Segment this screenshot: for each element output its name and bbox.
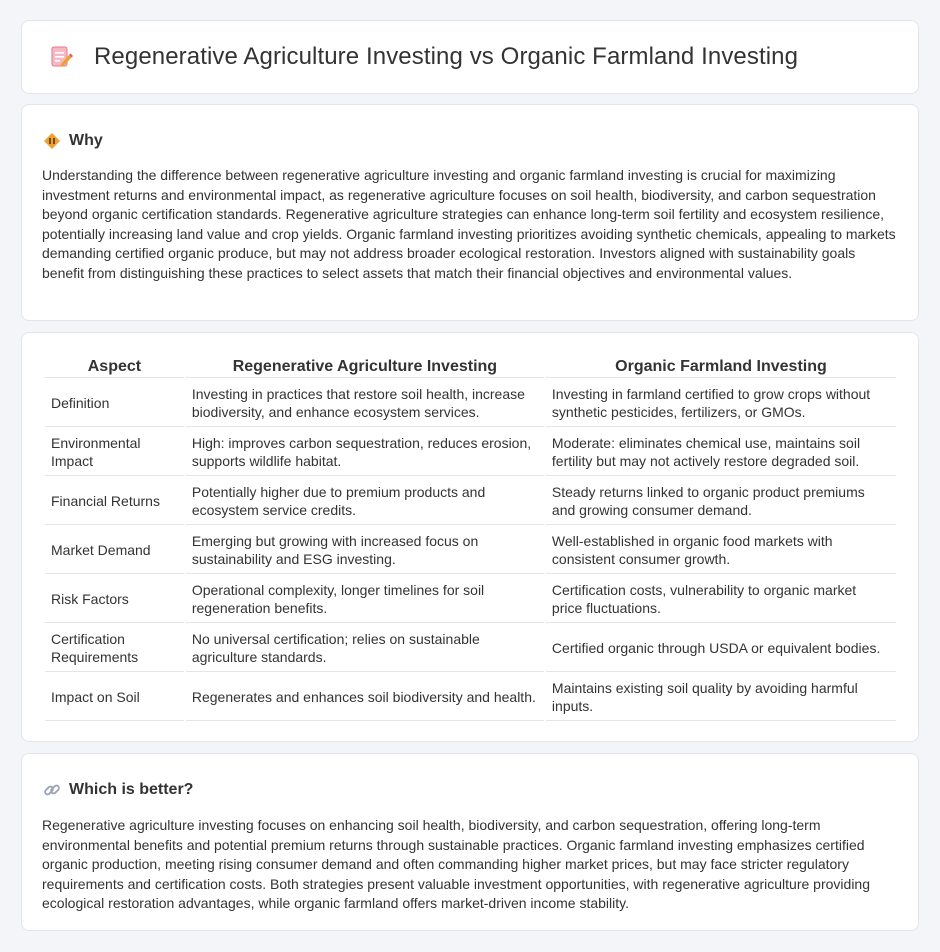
row-aspect: Environmental Impact <box>45 428 184 476</box>
better-title: Which is better? <box>69 780 194 798</box>
row-regenerative: Investing in practices that restore soil health, increase biodiversity, and enhance ecosystem services. <box>186 379 544 427</box>
row-organic: Steady returns linked to organic product premiums and growing consumer demand. <box>546 477 896 525</box>
table-row <box>45 428 896 476</box>
row-aspect: Definition <box>45 379 184 427</box>
table-row <box>45 575 896 623</box>
why-section <box>21 104 919 321</box>
header-organic: Organic Farmland Investing <box>546 354 896 378</box>
page-title: Regenerative Agriculture Investing vs Organic Farmland Investing <box>94 43 799 70</box>
comparison-section <box>21 332 919 742</box>
table-row <box>45 379 896 427</box>
row-aspect: Market Demand <box>45 526 184 574</box>
table-row <box>45 477 896 525</box>
better-text: Regenerative agriculture investing focuses on enhancing soil health, biodiversity, and carbon sequestration, offering long-term environmental benefits and potential premium returns through sustainable practices. Organic farmland investing emphasizes certified organic production, meeting rising consumer demand and often commanding higher market prices, but may face stricter regulatory requirements and certification costs. Both strategies present valuable investment opportunities, with regenerative agriculture providing ecological restoration advantages, while organic farmland offers market-driven income stability. <box>42 817 870 912</box>
table-row <box>45 673 896 721</box>
header-regenerative: Regenerative Agriculture Investing <box>186 354 544 378</box>
row-aspect: Certification Requirements <box>45 624 184 672</box>
comparison-table <box>43 353 898 722</box>
row-aspect: Risk Factors <box>45 575 184 623</box>
row-organic: Certification costs, vulnerability to organic market price fluctuations. <box>546 575 896 623</box>
header-aspect: Aspect <box>45 354 184 378</box>
row-regenerative: Emerging but growing with increased focus on sustainability and ESG investing. <box>186 526 544 574</box>
row-organic: Investing in farmland certified to grow crops without synthetic pesticides, fertilizers, or GMOs. <box>546 379 896 427</box>
table-header-row <box>45 354 896 378</box>
link-icon <box>43 781 61 799</box>
document-edit-icon <box>48 44 74 70</box>
row-regenerative: High: improves carbon sequestration, reduces erosion, supports wildlife habitat. <box>186 428 544 476</box>
why-text: Understanding the difference between regenerative agriculture investing and organic farmland investing is crucial for maximizing investment returns and environmental impact, as regenerative agriculture focuses on soil health, biodiversity, and carbon sequestration beyond organic certification standards. Regenerative agriculture strategies can enhance long-term soil fertility and ecosystem resilience, potentially increasing land value and crop yields. Organic farmland investing prioritizes avoiding synthetic chemicals, appealing to markets demanding certified organic produce, but may not address broader ecological restoration. Investors aligned with sustainability goals benefit from distinguishing these practices to select assets that match their financial objectives and environmental values. <box>42 167 896 281</box>
table-row <box>45 624 896 672</box>
table-row <box>45 526 896 574</box>
row-regenerative: Potentially higher due to premium products and ecosystem service credits. <box>186 477 544 525</box>
row-organic: Certified organic through USDA or equivalent bodies. <box>546 624 896 672</box>
row-regenerative: Regenerates and enhances soil biodiversity and health. <box>186 673 544 721</box>
row-aspect: Impact on Soil <box>45 673 184 721</box>
better-section <box>21 753 919 931</box>
row-regenerative: Operational complexity, longer timelines for soil regeneration benefits. <box>186 575 544 623</box>
row-organic: Well-established in organic food markets with consistent consumer growth. <box>546 526 896 574</box>
diamond-warning-icon <box>43 132 61 150</box>
row-regenerative: No universal certification; relies on sustainable agriculture standards. <box>186 624 544 672</box>
why-title: Why <box>69 131 103 149</box>
row-organic: Maintains existing soil quality by avoiding harmful inputs. <box>546 673 896 721</box>
row-aspect: Financial Returns <box>45 477 184 525</box>
row-organic: Moderate: eliminates chemical use, maintains soil fertility but may not actively restore degraded soil. <box>546 428 896 476</box>
header-card <box>21 20 919 94</box>
